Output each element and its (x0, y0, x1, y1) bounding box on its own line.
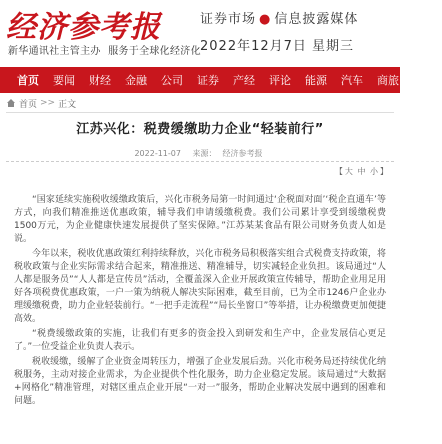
source-name: 经济参考报 (222, 149, 263, 158)
font-size-close-bracket: 】 (380, 167, 388, 176)
breadcrumb (6, 96, 76, 110)
breadcrumb-current: 正文 (58, 99, 77, 110)
nav-item-company[interactable]: 公司 (161, 74, 183, 87)
nav-item-securities[interactable]: 证券 (197, 74, 219, 87)
nav-item-health[interactable]: 健康 (413, 74, 435, 87)
home-icon (6, 98, 16, 108)
article-paragraph: 今年以来，税收优惠政策红利持续释放，兴化市税务局积极落实组合式税费支持政策，将税收政策与企业实际需求结合起来，精准推送、精准辅导，切实减轻企业负担。该局通过“人人都是服务员”“人人都是宣传员”活动，全覆盖深入企业开展政策宣传辅导，帮助企业用足用好各项税费优惠政策，一户一策为纳税人解决实际困难，截至目前，已为全市1246户企业办理缓缴税费，助力企业轻装前行。“一把手走流程”“局长坐窗口”等举措，让办税缴费更加便捷高效。 (14, 249, 386, 324)
slogan-part-b: 信息披露媒体 (274, 12, 359, 27)
nav-item-travel[interactable]: 商旅 (377, 74, 399, 87)
issue-date: 2022年12月7日 星期三 (200, 39, 355, 54)
font-size-large[interactable]: 大 (344, 167, 353, 176)
nav-item-finance[interactable]: 财经 (89, 74, 111, 87)
article-date: 2022-11-07 (134, 149, 181, 158)
tagline (8, 42, 201, 57)
font-size-selector (333, 166, 388, 177)
article-meta (0, 148, 400, 159)
slogan (200, 8, 396, 27)
nav-item-industry[interactable]: 产经 (233, 74, 255, 87)
font-size-open-bracket: 【 (334, 167, 343, 176)
masthead-info (200, 8, 396, 54)
masthead (0, 0, 400, 64)
divider (6, 161, 394, 162)
article-image-area (14, 180, 386, 194)
article-source (190, 149, 266, 158)
article-body (14, 180, 386, 410)
breadcrumb-home[interactable]: 首页 (19, 99, 38, 110)
nav-item-opinion[interactable]: 评论 (269, 74, 291, 87)
divider (6, 112, 394, 113)
tagline-org: 新华通讯社主管主办 (8, 46, 101, 57)
nav-item-news[interactable]: 要闻 (53, 74, 75, 87)
nav-item-auto[interactable]: 汽车 (341, 74, 363, 87)
breadcrumb-separator: >> (40, 98, 56, 108)
slogan-part-a: 证券市场 (200, 12, 257, 27)
nav-item-banking[interactable]: 金融 (125, 74, 147, 87)
newspaper-logo[interactable]: 经济参考报 (6, 10, 161, 45)
dot-icon: ● (259, 12, 272, 27)
font-size-medium[interactable]: 中 (357, 167, 366, 176)
article-title: 江苏兴化：税费缓缴助力企业“轻装前行” (76, 122, 324, 137)
nav-item-energy[interactable]: 能源 (305, 74, 327, 87)
font-size-small[interactable]: 小 (370, 167, 378, 176)
tagline-motto: 服务于全球化经济化 (108, 46, 201, 57)
source-label: 来源： (192, 149, 217, 158)
article-paragraph: “税费缓缴政策的实施，让我们有更多的资金投入到研发和生产中，企业发展信心更足了。”一位受益企业负责人表示。 (14, 329, 386, 352)
nav-item-home[interactable]: 首页 (17, 74, 39, 87)
article-paragraph: 税收缓缴，缓解了企业资金周转压力，增强了企业发展后劲。兴化市税务局还持续优化纳税服务，主动对接企业需求，为企业提供个性化服务，助力企业稳定发展。该局通过“大数据+网格化”精准管理，对辖区重点企业开展“一对一”服务，帮助企业解决发展中遇到的困难和问题。 (14, 357, 386, 406)
main-nav (0, 67, 435, 93)
article-paragraph: “国家延续实施税收缓缴政策后，兴化市税务局第一时间通过‘企税面对面’‘税企直通车’等方式，向我们精准推送优惠政策，辅导我们申请缓缴税费。我们公司累计享受到缓缴税费1500万元，为企业健康快速发展提供了坚实保障。”江苏某某食品有限公司财务负责人如是说。 (14, 195, 386, 244)
